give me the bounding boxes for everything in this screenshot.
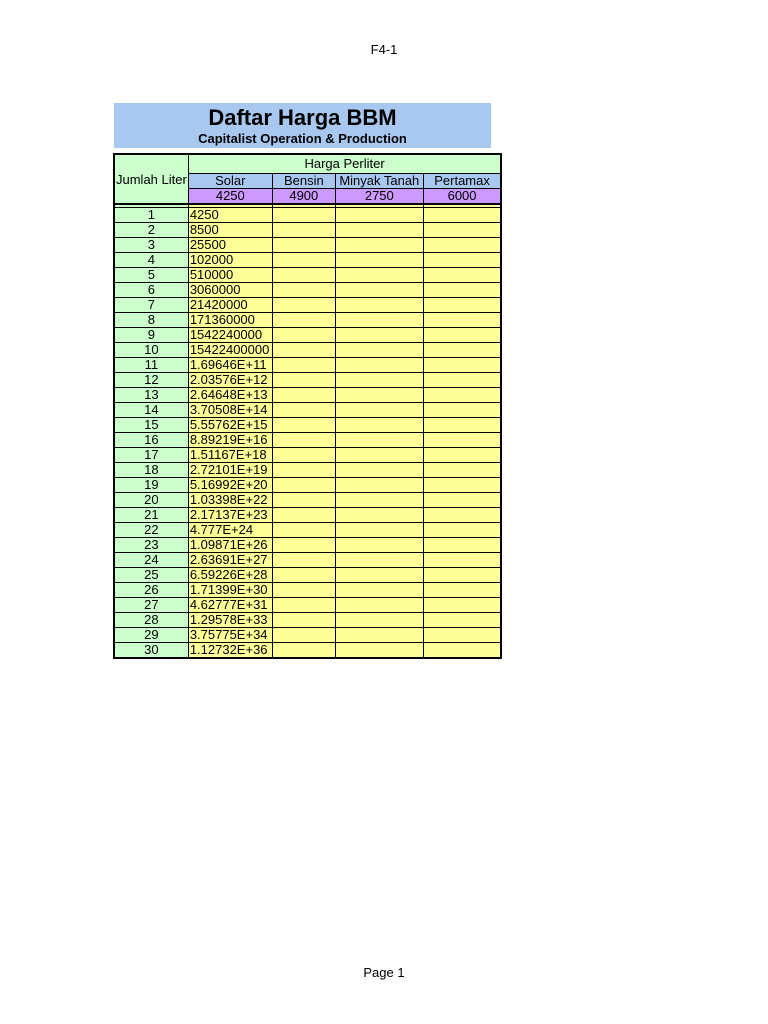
row-pertamax-cell[interactable] (423, 373, 501, 388)
table-row (114, 418, 501, 433)
row-minyak-tanah-cell[interactable] (335, 328, 423, 343)
row-pertamax-cell[interactable] (423, 268, 501, 283)
row-solar-cell[interactable]: 2.72101E+19 (188, 463, 272, 478)
fuel-name-bensin: Bensin (272, 174, 335, 189)
row-liter-cell[interactable]: 19 (114, 478, 188, 493)
row-bensin-cell[interactable] (272, 448, 335, 463)
row-bensin-cell[interactable] (272, 463, 335, 478)
row-minyak-tanah-cell[interactable] (335, 343, 423, 358)
row-minyak-tanah-cell[interactable] (335, 553, 423, 568)
row-minyak-tanah-cell[interactable] (335, 583, 423, 598)
table-row (114, 373, 501, 388)
row-pertamax-cell[interactable] (423, 463, 501, 478)
row-minyak-tanah-cell[interactable] (335, 448, 423, 463)
page-footer: Page 1 (363, 965, 405, 980)
row-liter-cell[interactable]: 16 (114, 433, 188, 448)
row-solar-cell[interactable]: 1.09871E+26 (188, 538, 272, 553)
fuel-name-pertamax: Pertamax (423, 174, 501, 189)
row-pertamax-cell[interactable] (423, 298, 501, 313)
row-pertamax-cell[interactable] (423, 403, 501, 418)
row-solar-cell[interactable]: 1.12732E+36 (188, 643, 272, 659)
row-minyak-tanah-cell[interactable] (335, 643, 423, 659)
row-liter-cell[interactable]: 12 (114, 373, 188, 388)
row-pertamax-cell[interactable] (423, 208, 501, 223)
row-pertamax-cell[interactable] (423, 628, 501, 643)
row-minyak-tanah-cell[interactable] (335, 463, 423, 478)
row-pertamax-cell[interactable] (423, 508, 501, 523)
row-bensin-cell[interactable] (272, 568, 335, 583)
row-bensin-cell[interactable] (272, 598, 335, 613)
row-pertamax-cell[interactable] (423, 613, 501, 628)
row-bensin-cell[interactable] (272, 238, 335, 253)
row-pertamax-cell[interactable] (423, 523, 501, 538)
row-minyak-tanah-cell[interactable] (335, 598, 423, 613)
row-bensin-cell[interactable] (272, 418, 335, 433)
row-liter-cell[interactable]: 30 (114, 643, 188, 659)
row-minyak-tanah-cell[interactable] (335, 538, 423, 553)
row-minyak-tanah-cell[interactable] (335, 403, 423, 418)
row-liter-cell[interactable]: 14 (114, 403, 188, 418)
table-row (114, 538, 501, 553)
row-pertamax-cell[interactable] (423, 283, 501, 298)
table-row (114, 598, 501, 613)
row-liter-cell[interactable]: 6 (114, 283, 188, 298)
row-liter-cell[interactable]: 17 (114, 448, 188, 463)
row-minyak-tanah-cell[interactable] (335, 313, 423, 328)
price-table (113, 153, 502, 659)
row-solar-cell[interactable]: 1.69646E+11 (188, 358, 272, 373)
row-liter-cell[interactable]: 1 (114, 208, 188, 223)
row-pertamax-cell[interactable] (423, 448, 501, 463)
table-row (114, 253, 501, 268)
page-title: Daftar Harga BBM (208, 105, 397, 130)
row-solar-cell[interactable]: 1542240000 (188, 328, 272, 343)
page-subtitle: Capitalist Operation & Production (198, 131, 407, 146)
row-pertamax-cell[interactable] (423, 313, 501, 328)
row-solar-cell[interactable]: 3.75775E+34 (188, 628, 272, 643)
row-solar-cell[interactable]: 4.62777E+31 (188, 598, 272, 613)
fuel-name-minyak-tanah: Minyak Tanah (335, 174, 423, 189)
row-pertamax-cell[interactable] (423, 328, 501, 343)
table-row (114, 463, 501, 478)
row-pertamax-cell[interactable] (423, 418, 501, 433)
row-bensin-cell[interactable] (272, 628, 335, 643)
row-pertamax-cell[interactable] (423, 433, 501, 448)
row-pertamax-cell[interactable] (423, 238, 501, 253)
table-row (114, 403, 501, 418)
table-row (114, 508, 501, 523)
row-bensin-cell[interactable] (272, 403, 335, 418)
page-header: F4-1 (370, 42, 398, 57)
row-solar-cell[interactable]: 2.63691E+27 (188, 553, 272, 568)
row-bensin-cell[interactable] (272, 523, 335, 538)
row-liter-cell[interactable]: 5 (114, 268, 188, 283)
row-bensin-cell[interactable] (272, 358, 335, 373)
row-bensin-cell[interactable] (272, 223, 335, 238)
row-pertamax-cell[interactable] (423, 583, 501, 598)
table-row (114, 358, 501, 373)
row-solar-cell[interactable]: 1.03398E+22 (188, 493, 272, 508)
row-solar-cell[interactable]: 1.29578E+33 (188, 613, 272, 628)
row-solar-cell[interactable]: 102000 (188, 253, 272, 268)
row-minyak-tanah-cell[interactable] (335, 283, 423, 298)
row-pertamax-cell[interactable] (423, 643, 501, 659)
row-minyak-tanah-cell[interactable] (335, 358, 423, 373)
row-pertamax-cell[interactable] (423, 568, 501, 583)
row-liter-cell[interactable]: 23 (114, 538, 188, 553)
row-liter-cell[interactable]: 28 (114, 613, 188, 628)
row-bensin-cell[interactable] (272, 643, 335, 659)
row-bensin-cell[interactable] (272, 268, 335, 283)
row-pertamax-cell[interactable] (423, 538, 501, 553)
row-bensin-cell[interactable] (272, 508, 335, 523)
row-solar-cell[interactable]: 1.51167E+18 (188, 448, 272, 463)
row-pertamax-cell[interactable] (423, 223, 501, 238)
row-solar-cell[interactable]: 2.17137E+23 (188, 508, 272, 523)
row-liter-cell[interactable]: 2 (114, 223, 188, 238)
row-bensin-cell[interactable] (272, 583, 335, 598)
table-row (114, 268, 501, 283)
row-pertamax-cell[interactable] (423, 253, 501, 268)
row-solar-cell[interactable]: 3060000 (188, 283, 272, 298)
row-minyak-tanah-cell[interactable] (335, 238, 423, 253)
row-minyak-tanah-cell[interactable] (335, 298, 423, 313)
row-liter-cell[interactable]: 15 (114, 418, 188, 433)
row-liter-cell[interactable]: 20 (114, 493, 188, 508)
row-pertamax-cell[interactable] (423, 358, 501, 373)
row-liter-cell[interactable]: 21 (114, 508, 188, 523)
title-banner (114, 103, 491, 148)
table-row (114, 343, 501, 358)
harga-perliter-header: Harga Perliter (188, 154, 501, 174)
row-minyak-tanah-cell[interactable] (335, 478, 423, 493)
table-row (114, 388, 501, 403)
row-solar-cell[interactable]: 15422400000 (188, 343, 272, 358)
row-pertamax-cell[interactable] (423, 343, 501, 358)
row-bensin-cell[interactable] (272, 208, 335, 223)
row-solar-cell[interactable]: 2.03576E+12 (188, 373, 272, 388)
row-minyak-tanah-cell[interactable] (335, 208, 423, 223)
row-solar-cell[interactable]: 510000 (188, 268, 272, 283)
row-solar-cell[interactable]: 8500 (188, 223, 272, 238)
row-minyak-tanah-cell[interactable] (335, 568, 423, 583)
table-row (114, 313, 501, 328)
row-liter-cell[interactable]: 25 (114, 568, 188, 583)
fuel-price-solar: 4250 (188, 189, 272, 205)
row-minyak-tanah-cell[interactable] (335, 373, 423, 388)
row-pertamax-cell[interactable] (423, 598, 501, 613)
table-row (114, 583, 501, 598)
row-solar-cell[interactable]: 3.70508E+14 (188, 403, 272, 418)
row-minyak-tanah-cell[interactable] (335, 253, 423, 268)
row-liter-cell[interactable]: 22 (114, 523, 188, 538)
row-liter-cell[interactable]: 8 (114, 313, 188, 328)
jumlah-liter-header: Jumlah Liter (114, 154, 188, 204)
table-row (114, 448, 501, 463)
row-liter-cell[interactable]: 29 (114, 628, 188, 643)
row-bensin-cell[interactable] (272, 388, 335, 403)
row-bensin-cell[interactable] (272, 553, 335, 568)
row-bensin-cell[interactable] (272, 253, 335, 268)
row-solar-cell[interactable]: 21420000 (188, 298, 272, 313)
row-liter-cell[interactable]: 18 (114, 463, 188, 478)
table-row (114, 523, 501, 538)
table-row (114, 478, 501, 493)
fuel-price-bensin: 4900 (272, 189, 335, 205)
row-solar-cell[interactable]: 6.59226E+28 (188, 568, 272, 583)
row-minyak-tanah-cell[interactable] (335, 223, 423, 238)
row-solar-cell[interactable]: 5.55762E+15 (188, 418, 272, 433)
row-liter-cell[interactable]: 24 (114, 553, 188, 568)
row-bensin-cell[interactable] (272, 478, 335, 493)
row-pertamax-cell[interactable] (423, 478, 501, 493)
row-liter-cell[interactable]: 13 (114, 388, 188, 403)
table-row (114, 433, 501, 448)
row-minyak-tanah-cell[interactable] (335, 628, 423, 643)
row-liter-cell[interactable]: 7 (114, 298, 188, 313)
row-minyak-tanah-cell[interactable] (335, 523, 423, 538)
row-pertamax-cell[interactable] (423, 553, 501, 568)
row-liter-cell[interactable]: 27 (114, 598, 188, 613)
row-minyak-tanah-cell[interactable] (335, 418, 423, 433)
header-row (114, 154, 501, 174)
table-row (114, 493, 501, 508)
row-solar-cell[interactable]: 4.777E+24 (188, 523, 272, 538)
row-pertamax-cell[interactable] (423, 388, 501, 403)
table-row (114, 223, 501, 238)
table-row (114, 238, 501, 253)
row-solar-cell[interactable]: 2.64648E+13 (188, 388, 272, 403)
row-minyak-tanah-cell[interactable] (335, 613, 423, 628)
row-bensin-cell[interactable] (272, 433, 335, 448)
table-row (114, 568, 501, 583)
row-minyak-tanah-cell[interactable] (335, 268, 423, 283)
row-solar-cell[interactable]: 25500 (188, 238, 272, 253)
row-solar-cell[interactable]: 4250 (188, 208, 272, 223)
row-pertamax-cell[interactable] (423, 493, 501, 508)
row-solar-cell[interactable]: 171360000 (188, 313, 272, 328)
row-bensin-cell[interactable] (272, 313, 335, 328)
row-bensin-cell[interactable] (272, 613, 335, 628)
row-liter-cell[interactable]: 9 (114, 328, 188, 343)
row-minyak-tanah-cell[interactable] (335, 508, 423, 523)
row-liter-cell[interactable]: 3 (114, 238, 188, 253)
fuel-price-minyak-tanah: 2750 (335, 189, 423, 205)
row-bensin-cell[interactable] (272, 538, 335, 553)
table-row (114, 283, 501, 298)
table-row (114, 298, 501, 313)
row-bensin-cell[interactable] (272, 493, 335, 508)
fuel-name-solar: Solar (188, 174, 272, 189)
row-minyak-tanah-cell[interactable] (335, 493, 423, 508)
row-minyak-tanah-cell[interactable] (335, 433, 423, 448)
row-bensin-cell[interactable] (272, 298, 335, 313)
row-bensin-cell[interactable] (272, 373, 335, 388)
table-row (114, 553, 501, 568)
table-row (114, 628, 501, 643)
table-row (114, 613, 501, 628)
row-liter-cell[interactable]: 11 (114, 358, 188, 373)
row-solar-cell[interactable]: 5.16992E+20 (188, 478, 272, 493)
table-row (114, 328, 501, 343)
table-row (114, 208, 501, 223)
table-row (114, 643, 501, 659)
row-liter-cell[interactable]: 10 (114, 343, 188, 358)
row-liter-cell[interactable]: 4 (114, 253, 188, 268)
row-liter-cell[interactable]: 26 (114, 583, 188, 598)
row-bensin-cell[interactable] (272, 328, 335, 343)
row-bensin-cell[interactable] (272, 343, 335, 358)
row-solar-cell[interactable]: 1.71399E+30 (188, 583, 272, 598)
row-bensin-cell[interactable] (272, 283, 335, 298)
row-minyak-tanah-cell[interactable] (335, 388, 423, 403)
fuel-price-pertamax: 6000 (423, 189, 501, 205)
row-solar-cell[interactable]: 8.89219E+16 (188, 433, 272, 448)
